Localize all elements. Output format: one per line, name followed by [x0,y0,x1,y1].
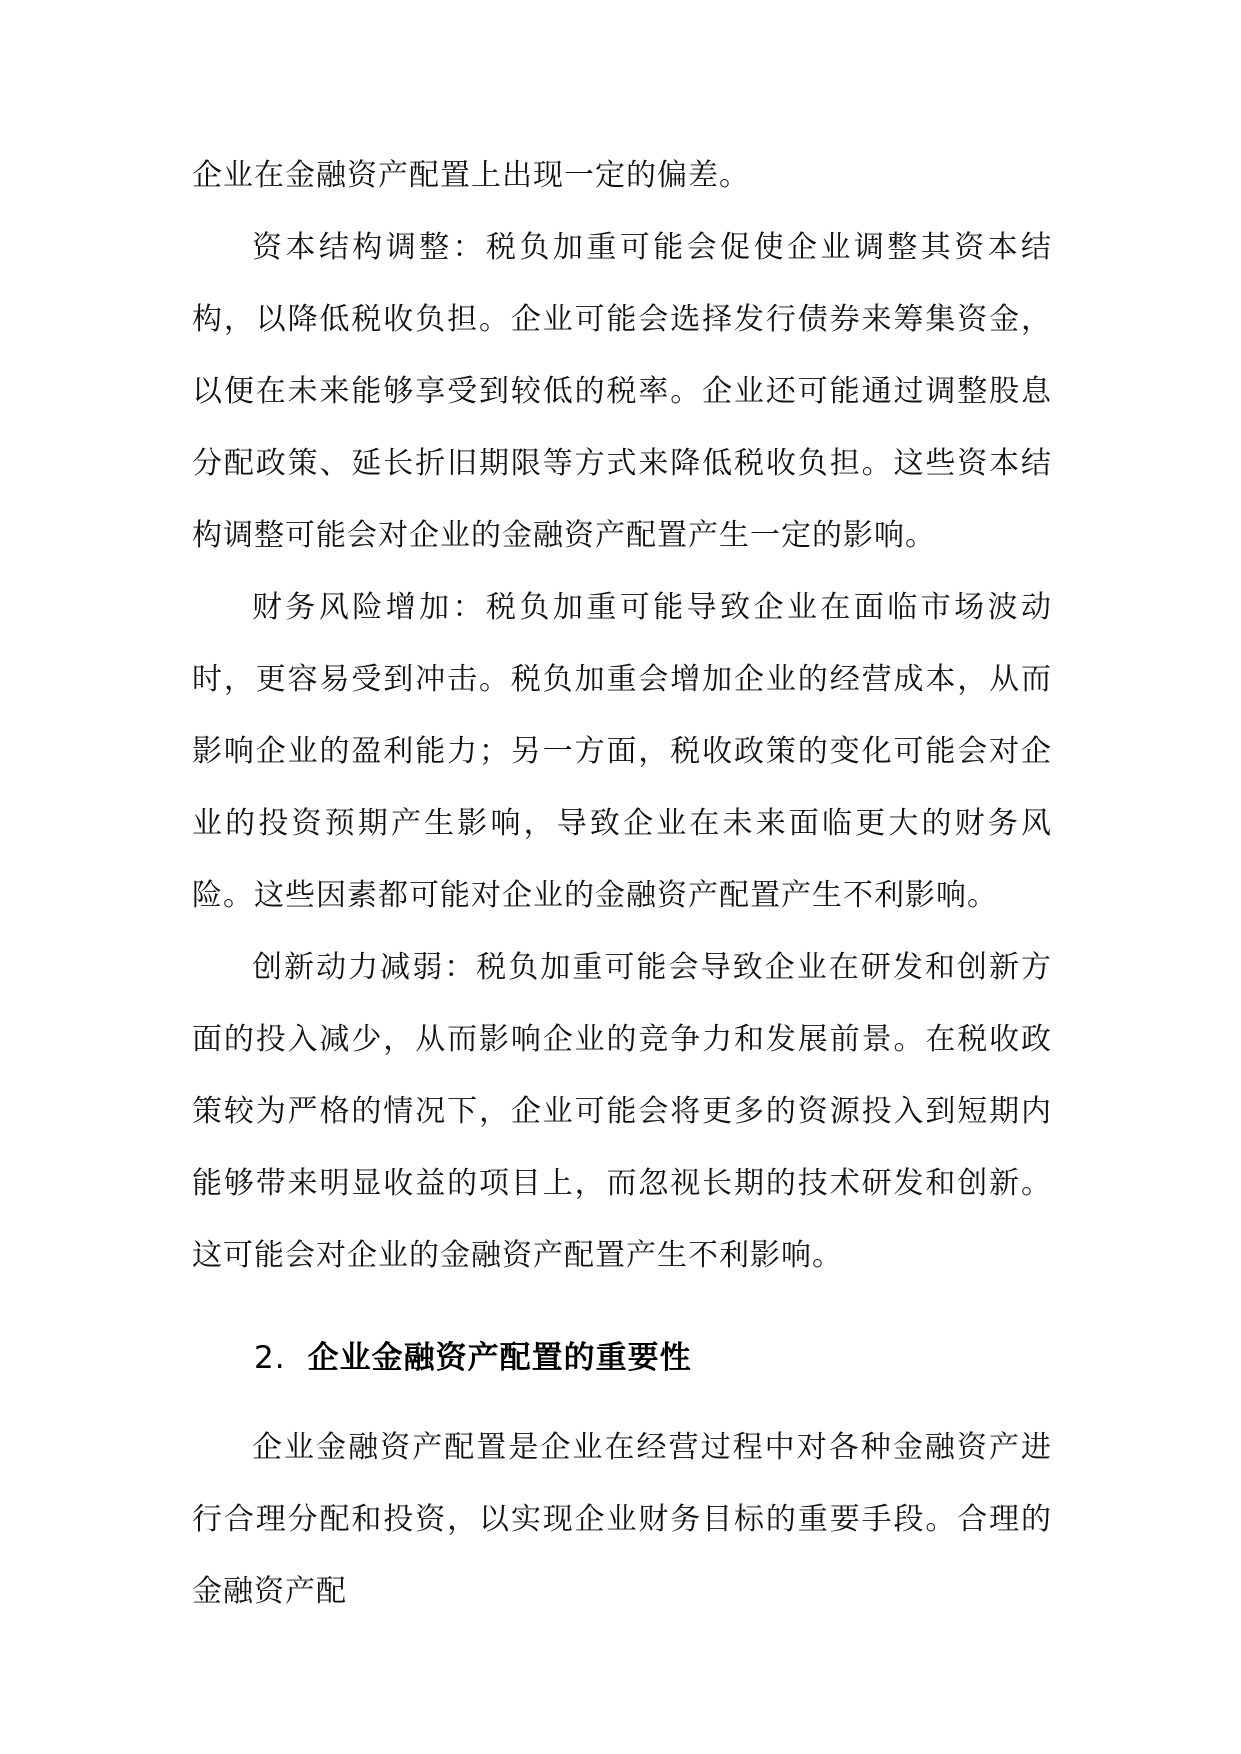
paragraph-financial-risk: 财务风险增加：税负加重可能导致企业在面临市场波动时，更容易受到冲击。税负加重会增加企业的经营成本，从而影响企业的盈利能力；另一方面，税收政策的变化可能会对企业的投资预期产生影响，导致企业在未来面临更大的财务风险。这些因素都可能对企业的金融资产配置产生不利影响。 [192,590,1052,913]
section-number: 2. [254,1340,286,1376]
paragraph-innovation: 创新动力减弱：税负加重可能会导致企业在研发和创新方面的投入减少，从而影响企业的竞争力和发展前景。在税收政策较为严格的情况下，企业可能会将更多的资源投入到短期内能够带来明显收益的项目上，而忽视长期的技术研发和创新。这可能会对企业的金融资产配置产生不利影响。 [192,950,1052,1273]
section-title: 企业金融资产配置的重要性 [307,1340,692,1376]
paragraph-capital-structure: 资本结构调整：税负加重可能会促使企业调整其资本结构，以降低税收负担。企业可能会选择发行债券来筹集资金，以便在未来能够享受到较低的税率。企业还可能通过调整股息分配政策、延长折旧期限等方式来降低税收负担。这些资本结构调整可能会对企业的金融资产配置产生一定的影响。 [192,230,1052,553]
paragraph-continuation: 企业在金融资产配置上出现一定的偏差。 [192,158,750,193]
paragraph-importance: 企业金融资产配置是企业在经营过程中对各种金融资产进行合理分配和投资，以实现企业财务目标的重要手段。合理的金融资产配 [192,1430,1052,1609]
section-heading [192,1322,1052,1394]
text-column [192,140,1052,1628]
